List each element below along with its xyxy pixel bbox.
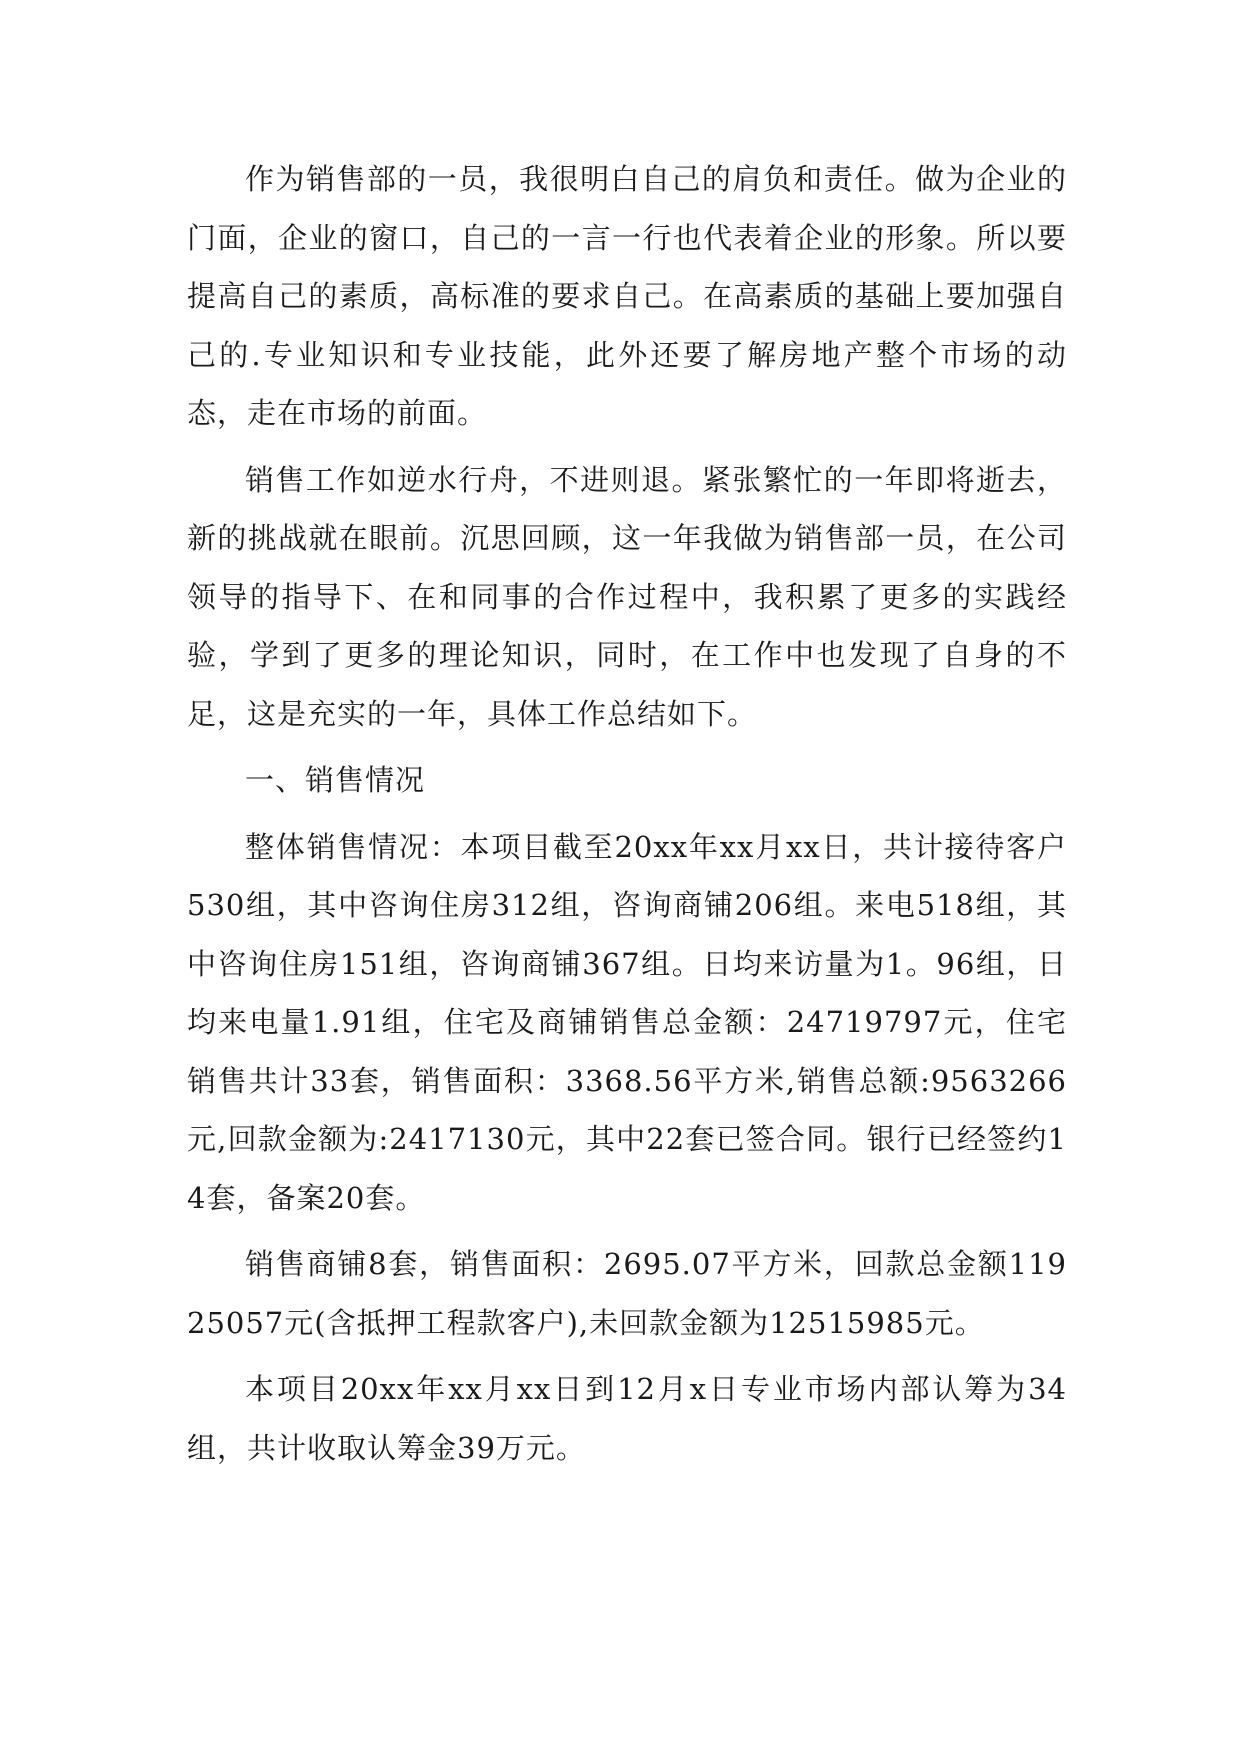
paragraph-shop-sales: 销售商铺8套，销售面积：2695.07平方米，回款总金额11925057元(含抵押工程款客户),未回款金额为12515985元。 bbox=[187, 1247, 1067, 1340]
paragraph-overall-sales: 整体销售情况：本项目截至20xx年xx月xx日，共计接待客户530组，其中咨询住房312组，咨询商铺206组。来电518组，其中咨询住房151组，咨询商铺367组。日均来访量为1。96组，日均来电量1.91组，住宅及商铺销售总金额：24719797元，住宅销售共计33套，销售面积：3368.56平方米,销售总额:9563266元,回款金额为:2417130元，其中22套已签合同。银行已经签约14套，备案20套。 bbox=[187, 829, 1067, 1215]
paragraph-role-responsibility: 作为销售部的一员，我很明白自己的肩负和责任。做为企业的门面，企业的窗口，自己的一言一行也代表着企业的形象。所以要提高自己的素质，高标准的要求自己。在高素质的基础上要加强自己的.专业知识和专业技能，此外还要了解房地产整个市场的动态，走在市场的前面。 bbox=[187, 162, 1067, 430]
paragraph-year-review: 销售工作如逆水行舟，不进则退。紧张繁忙的一年即将逝去，新的挑战就在眼前。沉思回顾，这一年我做为销售部一员，在公司领导的指导下、在和同事的合作过程中，我积累了更多的实践经验，学到了更多的理论知识，同时，在工作中也发现了自身的不足，这是充实的一年，具体工作总结如下。 bbox=[187, 462, 1067, 731]
document-body bbox=[187, 150, 1067, 1477]
section-heading-sales: 一、销售情况 bbox=[245, 763, 426, 797]
paragraph-subscription: 本项目20xx年xx月xx日到12月x日专业市场内部认筹为34组，共计收取认筹金39万元。 bbox=[187, 1372, 1067, 1465]
